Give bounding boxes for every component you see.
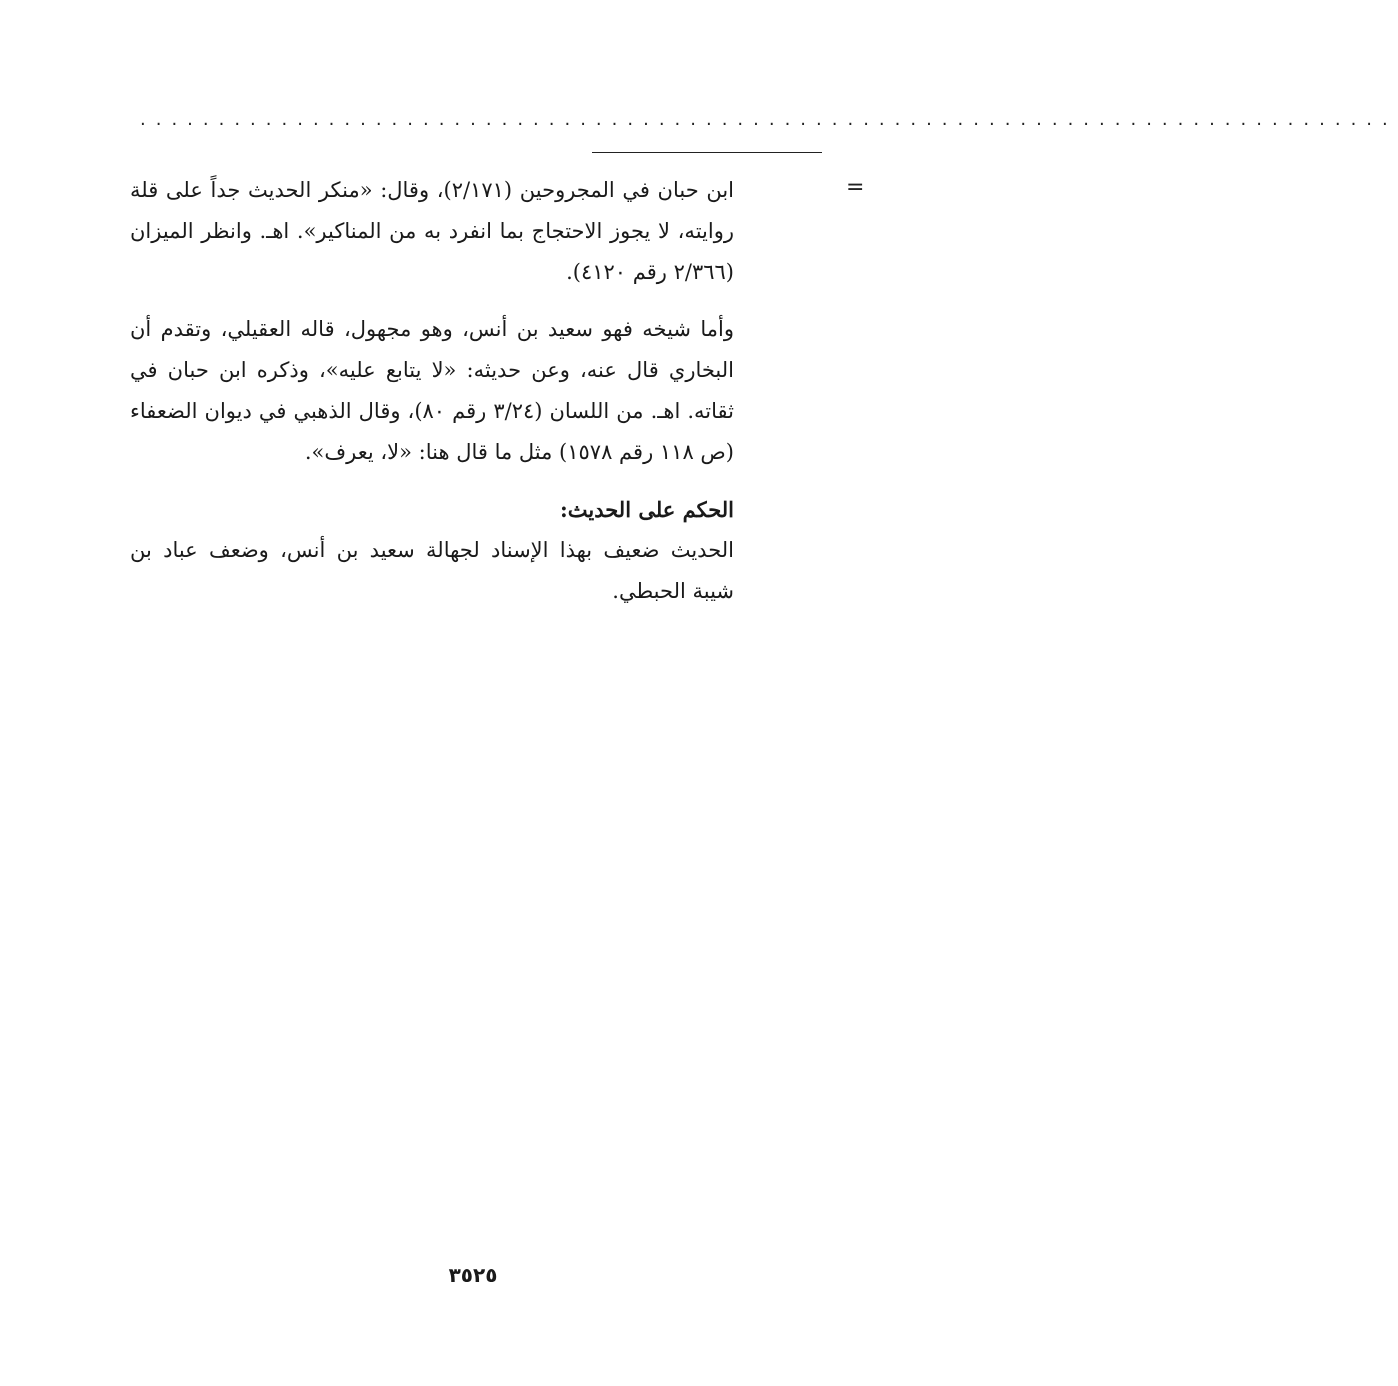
footnote-rule [592, 152, 822, 153]
page-body [130, 170, 734, 628]
footnote-paragraph-1: ابن حبان في المجروحين (٢/١٧١)، وقال: «منكر الحديث جداً على قلة روايته، لا يجوز الاحتجاج بما انفرد به من المناكير». اهـ. وانظر الميزان (٢/٣٦٦ رقم ٤١٢٠). [130, 178, 734, 284]
dotted-separator: ................................................................................ [140, 109, 1398, 130]
continuation-mark: = [846, 175, 865, 200]
page-number: ٣٥٢٥ [448, 1263, 498, 1287]
footnote-paragraph-2: وأما شيخه فهو سعيد بن أنس، وهو مجهول، قاله العقيلي، وتقدم أن البخاري قال عنه، وعن حديثه: «لا يتابع عليه»، وذكره ابن حبان في ثقاته. اهـ. من اللسان (٣/٢٤ رقم ٨٠)، وقال الذهبي في ديوان الضعفاء (ص ١١٨ رقم ١٥٧٨) مثل ما قال هنا: «لا، يعرف». [130, 317, 734, 464]
ruling-heading: الحكم على الحديث: [560, 497, 734, 522]
ruling-text: الحديث ضعيف بهذا الإسناد لجهالة سعيد بن أنس، وضعف عباد بن شيبة الحبطي. [130, 538, 734, 603]
